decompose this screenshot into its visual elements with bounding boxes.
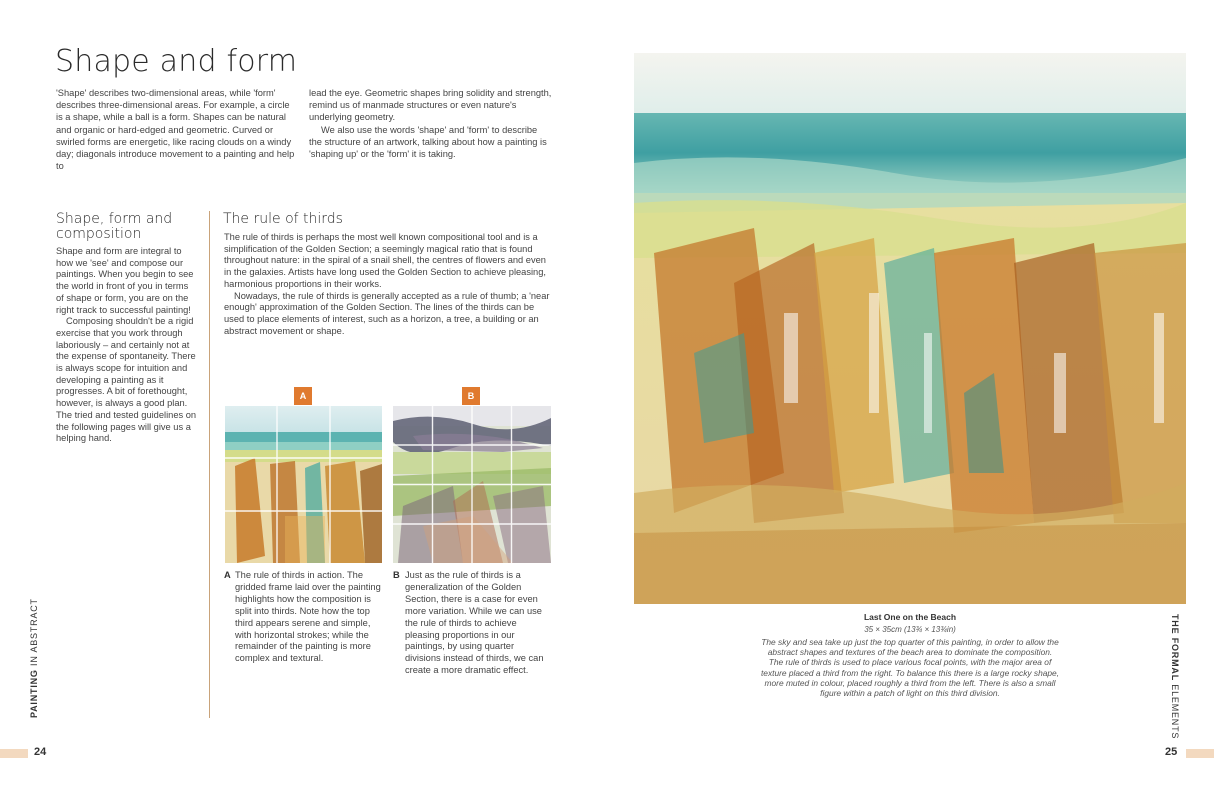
section-shape-form-p2: Composing shouldn't be a rigid exercise that you work through laboriously – and certainly not at the expense of spontaneity. There is always scope for intuition and developing a painting as it progresses. A bit of forethought, however, is always a good plan. The tried and tested guidelines on the following pages will give us a helping hand. — [56, 316, 197, 444]
artwork-caption — [760, 637, 1060, 698]
figure-b-badge: B — [462, 387, 480, 405]
figure-a-painting — [225, 406, 382, 563]
main-artwork — [634, 53, 1186, 604]
intro-column-2 — [309, 87, 552, 160]
right-running-head — [1170, 614, 1180, 739]
section-shape-form-p1: Shape and form are integral to how we 'see' and compose our paintings. When you begin to see the world in front of you in terms of shape or form, you are on the right track to successful painting! — [56, 246, 194, 315]
intro-paragraph-2: lead the eye. Geometric shapes bring solidity and strength, remind us of manmade structures or even nature's underlying geometry. — [309, 88, 552, 123]
intro-paragraph-1: 'Shape' describes two-dimensional areas, while 'form' describes three-dimensional areas. For example, a circle is a shape, while a ball is a form. Shapes can be natural and organic or hard-edged and geometric. Curved or swirled forms are energetic, like racing clouds on a windy day; diagonals introduce movement to a painting and help to — [56, 88, 295, 172]
figure-b-caption-letter: B — [393, 570, 400, 580]
page-number-left: 24 — [34, 746, 47, 758]
section-rule-of-thirds-body — [224, 232, 552, 337]
intro-paragraph-3: We also use the words 'shape' and 'form' to describe the structure of an artwork, talking about how a painting is 'shaping up' or the 'form' it is taking. — [309, 124, 547, 160]
right-running-head-rest: ELEMENTS — [1170, 681, 1180, 740]
section-heading-rule-of-thirds: The rule of thirds — [223, 211, 343, 227]
rule-of-thirds-p2: Nowadays, the rule of thirds is generally accepted as a rule of thumb; a 'near enough' approximation of the Golden Section. The lines of the thirds can be used to place elements of interest, such as a horizon, a tree, a building or an abstract movement or shape. — [224, 290, 550, 336]
section-heading-shape-form: Shape, form and composition — [56, 211, 173, 242]
intro-column-1 — [56, 87, 296, 172]
footer-bar-right — [1186, 749, 1214, 758]
left-running-head-rest: ABSTRACT — [29, 598, 39, 653]
left-running-head-mid: IN — [29, 652, 39, 670]
artwork-caption-text: The sky and sea take up just the top quarter of this painting, in order to allow the abstract shapes and textures of the beach area to dominate the composition. The rule of thirds is used to place various focal points, with the major area of texture placed a third from the right. To balance this there is a large rocky shape, more muted in colour, placed roughly a third from the left. There is also a small figure within a patch of light on this third division. — [760, 637, 1060, 699]
figure-b-painting — [393, 406, 551, 563]
left-running-head — [29, 598, 39, 718]
artwork-dimensions: 35 × 35cm (13¾ × 13¾in) — [864, 625, 956, 634]
figure-b-caption: Just as the rule of thirds is a generalization of the Golden Section, there is a case for even more variation. While we can use the rule of thirds to achieve pleasing proportions in our paintings, by using quarter divisions instead of thirds, we can create a more dramatic effect. — [405, 570, 544, 676]
rule-of-thirds-p1: The rule of thirds is perhaps the most well known compositional tool and is a simplification of the Golden Section; a seemingly magical ratio that is found throughout nature: in the spiral of a snail shell, the centres of flowers and even in the galaxies. Artists have long used the Golden Section to achieve pleasing, harmonious proportions in their works. — [224, 232, 546, 289]
figure-a-caption-letter: A — [224, 570, 231, 580]
section-shape-form-body — [56, 246, 197, 445]
page-number-right: 25 — [1165, 746, 1178, 758]
figure-a-badge: A — [294, 387, 312, 405]
artwork-title: Last One on the Beach — [863, 612, 957, 622]
figure-a-caption: The rule of thirds in action. The gridded frame laid over the painting highlights how the composition is split into thirds. Note how the top third appears serene and simple, with horizontal strokes; while the remainder of the painting is more complex and textural. — [235, 570, 381, 664]
footer-bar-left — [0, 749, 28, 758]
page-title: Shape and form — [55, 44, 298, 79]
column-divider — [209, 211, 210, 718]
right-running-head-bold: THE FORMAL — [1170, 614, 1180, 681]
left-running-head-bold: PAINTING — [29, 669, 39, 718]
